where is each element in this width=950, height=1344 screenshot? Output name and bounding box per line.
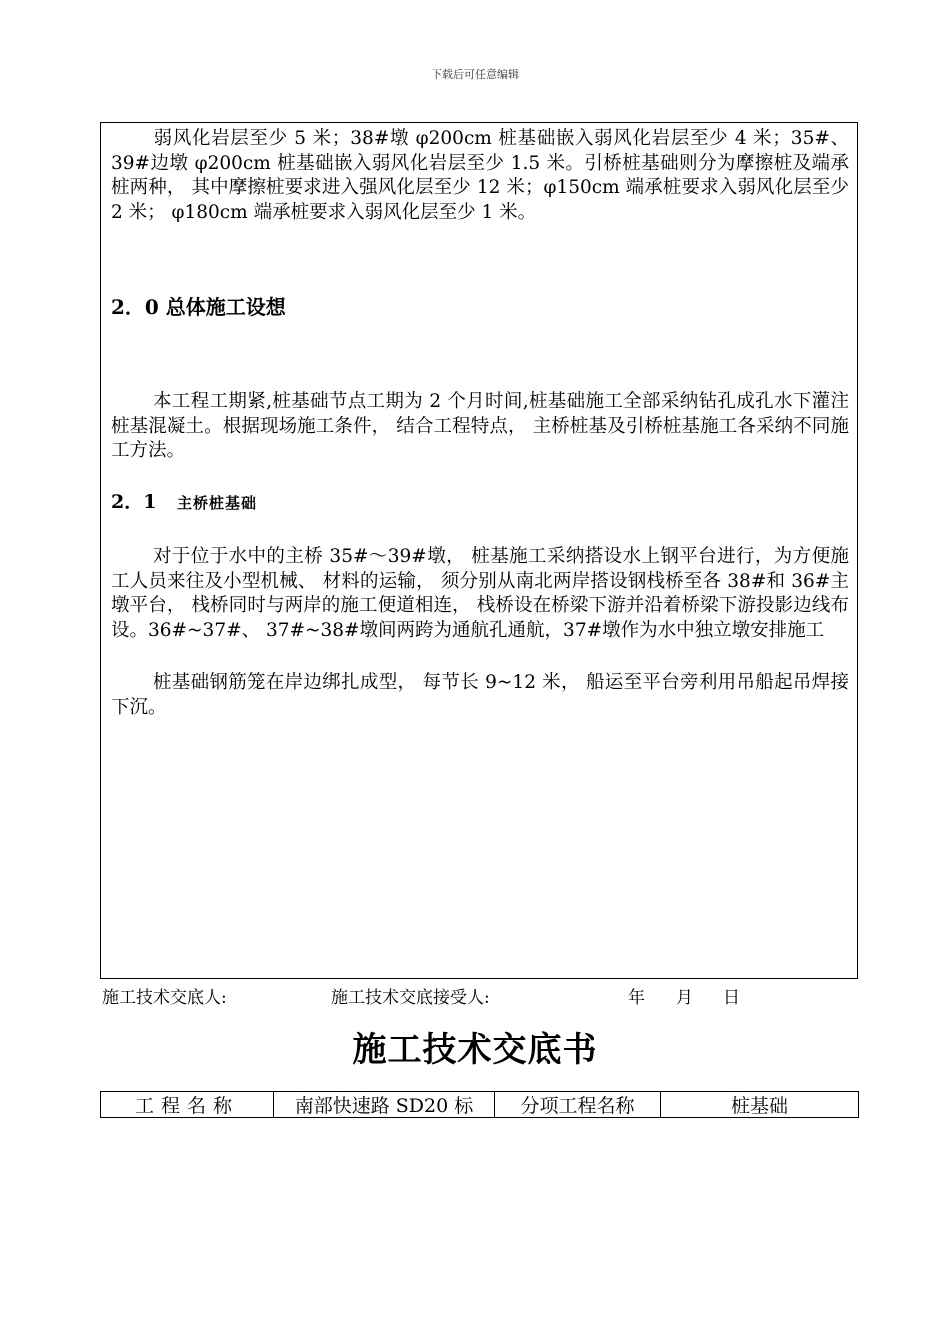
project-info-table bbox=[100, 1091, 859, 1118]
paragraph-rock-depth-text: 弱风化岩层至少 5 米；38#墩 φ200cm 桩基础嵌入弱风化岩层至少 4 米；35#、 39#边墩 φ200cm 桩基础嵌入弱风化岩层至少 1.5 米。引桥桩基础则分为摩擦桩及端承桩两种， 其中摩擦桩要求进入强风化层至少 12 米；φ150cm 端承桩要求入弱风化层至少 2 米； φ180cm 端承桩要求入弱风化层至少 1 米。 bbox=[111, 128, 849, 223]
section-heading-2-1 bbox=[111, 487, 257, 514]
paragraph-reinforcement-cage: 桩基础钢筋笼在岸边绑扎成型， 每节长 9~12 米， 船运至平台旁利用吊船起吊焊接下沉。 bbox=[111, 672, 849, 718]
paragraph-main-bridge: 对于位于水中的主桥 35#～39#墩， 桩基施工采纳搭设水上钢平台进行，为方便施工人员来往及小型机械、 材料的运输， 须分别从南北两岸搭设钢栈桥至各 38#和 36#主墩平台， 栈桥同时与两岸的施工便道相连， 栈桥设在桥梁下游并沿着桥梁下游投影边线布设。36#~37#、 37#~38#墩间两跨为通航孔通航，37#墩作为水中独立墩安排施工 bbox=[111, 546, 849, 641]
sub-project-value: 桩基础 bbox=[730, 1095, 788, 1117]
section-title: 主桥桩基础 bbox=[177, 494, 258, 512]
day-label: 日 bbox=[723, 988, 740, 1008]
page-header-note: 下载后可任意编辑 bbox=[431, 68, 519, 81]
project-name-label: 工程名称 bbox=[101, 1092, 274, 1117]
document-title: 施工技术交底书 bbox=[352, 1030, 598, 1070]
paragraph-rock-depth bbox=[111, 127, 849, 225]
content-box bbox=[100, 122, 858, 979]
month-label: 月 bbox=[676, 988, 693, 1008]
sub-project-label: 分项工程名称 bbox=[495, 1092, 661, 1117]
section-heading-2-0: 2．0 总体施工设想 bbox=[111, 295, 286, 319]
project-name-value: 南部快速路 SD20 标 bbox=[274, 1092, 495, 1117]
receiver-label: 施工技术交底接受人: bbox=[331, 988, 490, 1008]
presenter-label: 施工技术交底人: bbox=[102, 988, 227, 1008]
paragraph-overview: 本工程工期紧,桩基础节点工期为 2 个月时间,桩基础施工全部采纳钻孔成孔水下灌注桩基混凝土。根据现场施工条件， 结合工程特点， 主桥桩基及引桥桩基施工各采纳不同施工方法。 bbox=[111, 391, 849, 461]
year-label: 年 bbox=[628, 988, 645, 1008]
section-number: 2．1 bbox=[111, 491, 157, 513]
